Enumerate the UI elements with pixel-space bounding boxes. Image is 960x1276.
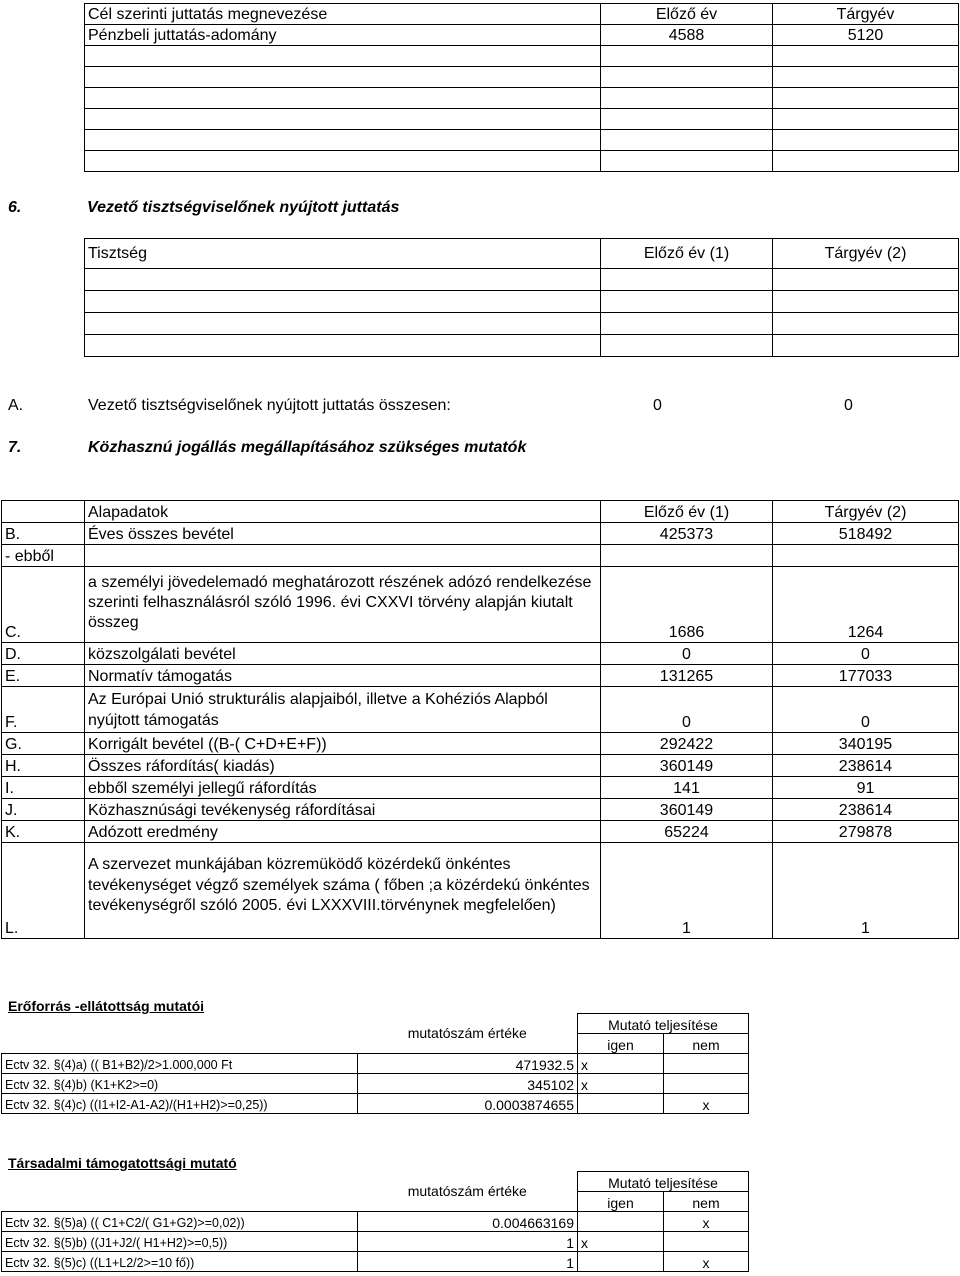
indicators-table: [1, 500, 959, 939]
header-cell: Tárgyév (2): [773, 501, 959, 523]
row-label: [85, 545, 601, 567]
row-label: Ectv 32. §(5)b) ((J1+J2/( H1+H2)>=0,5)): [2, 1232, 358, 1252]
table-row: [2, 777, 959, 799]
table-row: [2, 733, 959, 755]
row-yes: x: [578, 1232, 664, 1252]
table-row: [85, 46, 959, 67]
table-row: [2, 643, 959, 665]
table-row: [85, 67, 959, 88]
row-prev: [601, 545, 773, 567]
table-row: [85, 313, 959, 335]
table-row: [85, 291, 959, 313]
row-letter: L.: [2, 843, 85, 939]
row-label: Normatív támogatás: [85, 665, 601, 687]
header-cell: Tisztség: [85, 239, 601, 269]
row-curr: 0: [773, 643, 959, 665]
table-row: [85, 25, 959, 46]
table-row: [2, 1232, 749, 1252]
row-label: a személyi jövedelemadó meghatározott részének adózó rendelkezése szerinti felhasználásról szóló 1996. évi CXXVI törvény alapján kiutalt összeg: [85, 567, 601, 643]
table-row: [85, 269, 959, 291]
row-letter: K.: [2, 821, 85, 843]
row-prev: 141: [601, 777, 773, 799]
header-cell: Előző év: [601, 4, 773, 25]
row-curr: [773, 545, 959, 567]
row-value: 0.0003874655: [358, 1094, 578, 1114]
row-curr: 1264: [773, 567, 959, 643]
social-title: Társadalmi támogatottsági mutató: [8, 1155, 237, 1171]
row-no: [664, 1074, 749, 1094]
row-letter: H.: [2, 755, 85, 777]
sum-curr: 0: [844, 397, 853, 414]
row-letter: B.: [2, 523, 85, 545]
table-row: [2, 1074, 749, 1094]
row-label: ebből személyi jellegű ráfordítás: [85, 777, 601, 799]
row-prev: 0: [601, 643, 773, 665]
row-no: [664, 1232, 749, 1252]
row-letter: J.: [2, 799, 85, 821]
row-letter: I.: [2, 777, 85, 799]
row-curr: 340195: [773, 733, 959, 755]
row-prev: 425373: [601, 523, 773, 545]
header-cell: Tárgyév (2): [773, 239, 959, 269]
social-table: [1, 1171, 749, 1272]
row-value: 1: [358, 1252, 578, 1272]
row-label: Az Európai Unió strukturális alapjaiból, illetve a Kohéziós Alapból nyújtott támogatás: [85, 687, 601, 733]
row-no: x: [664, 1094, 749, 1114]
row-value: 4588: [601, 25, 773, 46]
section-6-title: Vezető tisztségviselőnek nyújtott juttatás: [87, 199, 400, 216]
row-yes: [578, 1094, 664, 1114]
table-row: [2, 1094, 749, 1114]
row-value: 5120: [773, 25, 959, 46]
resource-title: Erőforrás -ellátottság mutatói: [8, 998, 205, 1014]
fulfil-header: Mutató teljesítése: [578, 1014, 749, 1034]
sum-prev: 0: [653, 397, 662, 414]
header-cell: Előző év (1): [601, 501, 773, 523]
fulfil-header: Mutató teljesítése: [578, 1172, 749, 1192]
table-row: [2, 799, 959, 821]
resource-table: [1, 1013, 749, 1114]
table-row: [2, 821, 959, 843]
row-value: 345102: [358, 1074, 578, 1094]
header-cell: Cél szerinti juttatás megnevezése: [85, 4, 601, 25]
table-row: [2, 665, 959, 687]
table-row: [2, 843, 959, 939]
row-curr: 177033: [773, 665, 959, 687]
row-yes: [578, 1212, 664, 1232]
table-header-row: [85, 239, 959, 269]
table-header-row: [2, 501, 959, 523]
row-yes: x: [578, 1054, 664, 1074]
table-header-row: [2, 1172, 749, 1192]
row-letter: E.: [2, 665, 85, 687]
no-header: nem: [664, 1034, 749, 1054]
value-header: mutatószám értéke: [407, 1182, 527, 1199]
row-no: [664, 1054, 749, 1074]
table-row: [85, 109, 959, 130]
benefit-table: [84, 3, 959, 172]
row-letter: C.: [2, 567, 85, 643]
row-curr: 91: [773, 777, 959, 799]
row-value: 471932.5: [358, 1054, 578, 1074]
row-label: Adózott eredmény: [85, 821, 601, 843]
table-row: [2, 1054, 749, 1074]
table-header-row: [2, 1014, 749, 1034]
row-yes: x: [578, 1074, 664, 1094]
row-no: x: [664, 1212, 749, 1232]
yes-header: igen: [578, 1034, 664, 1054]
row-value: 1: [358, 1232, 578, 1252]
section-7-number: 7.: [8, 439, 22, 456]
table-row: [85, 130, 959, 151]
row-prev: 0: [601, 687, 773, 733]
header-cell: Alapadatok: [85, 501, 601, 523]
table-row: [85, 88, 959, 109]
row-letter: D.: [2, 643, 85, 665]
sum-label: Vezető tisztségviselőnek nyújtott juttatás összesen:: [88, 397, 451, 414]
row-prev: 131265: [601, 665, 773, 687]
table-row: [2, 687, 959, 733]
row-label: közszolgálati bevétel: [85, 643, 601, 665]
row-letter: F.: [2, 687, 85, 733]
row-curr: 518492: [773, 523, 959, 545]
row-prev: 1: [601, 843, 773, 939]
row-label: Ectv 32. §(4)b) (K1+K2>=0): [2, 1074, 358, 1094]
row-prev: 1686: [601, 567, 773, 643]
row-label: Ectv 32. §(5)a) (( C1+C2/( G1+G2)>=0,02)): [2, 1212, 358, 1232]
row-no: x: [664, 1252, 749, 1272]
table-row: [2, 567, 959, 643]
row-label: A szervezet munkájában közremüködő közérdekű önkéntes tevékenységet végző személyek száma ( főben ;a közérdekú önkéntes tevékenységről szóló 2005. évi LXXXVIII.törvénynek megfelelően): [85, 843, 601, 939]
row-curr: 0: [773, 687, 959, 733]
value-header: mutatószám értéke: [407, 1024, 527, 1041]
table-row: [85, 151, 959, 172]
row-curr: 1: [773, 843, 959, 939]
row-value: 0.004663169: [358, 1212, 578, 1232]
row-prev: 360149: [601, 799, 773, 821]
table-header-row: [85, 4, 959, 25]
section-7-title: Közhasznú jogállás megállapításához szükséges mutatók: [88, 439, 527, 456]
table-row: [2, 1212, 749, 1232]
row-letter: - ebből: [2, 545, 85, 567]
row-label: Pénzbeli juttatás-adomány: [85, 25, 601, 46]
row-label: Korrigált bevétel ((B-( C+D+E+F)): [85, 733, 601, 755]
row-yes: [578, 1252, 664, 1272]
header-cell: Tárgyév: [773, 4, 959, 25]
yes-header: igen: [578, 1192, 664, 1212]
row-prev: 360149: [601, 755, 773, 777]
row-label: Összes ráfordítás( kiadás): [85, 755, 601, 777]
table-row: [2, 1252, 749, 1272]
table-row: [2, 545, 959, 567]
row-curr: 238614: [773, 799, 959, 821]
table-row: [85, 335, 959, 357]
row-curr: 238614: [773, 755, 959, 777]
row-label: Ectv 32. §(4)c) ((I1+I2-A1-A2)/(H1+H2)>=0,25)): [2, 1094, 358, 1114]
table-row: [2, 755, 959, 777]
row-label: Közhasznúsági tevékenység ráfordításai: [85, 799, 601, 821]
sum-letter: A.: [8, 397, 24, 414]
header-cell: Előző év (1): [601, 239, 773, 269]
row-prev: 292422: [601, 733, 773, 755]
row-prev: 65224: [601, 821, 773, 843]
no-header: nem: [664, 1192, 749, 1212]
table-row: [2, 523, 959, 545]
row-label: Éves összes bevétel: [85, 523, 601, 545]
officer-table: [84, 238, 959, 357]
row-label: Ectv 32. §(5)c) ((L1+L2/2>=10 fő)): [2, 1252, 358, 1272]
section-6-number: 6.: [8, 199, 22, 216]
row-letter: G.: [2, 733, 85, 755]
row-curr: 279878: [773, 821, 959, 843]
row-label: Ectv 32. §(4)a) (( B1+B2)/2>1.000,000 Ft: [2, 1054, 358, 1074]
